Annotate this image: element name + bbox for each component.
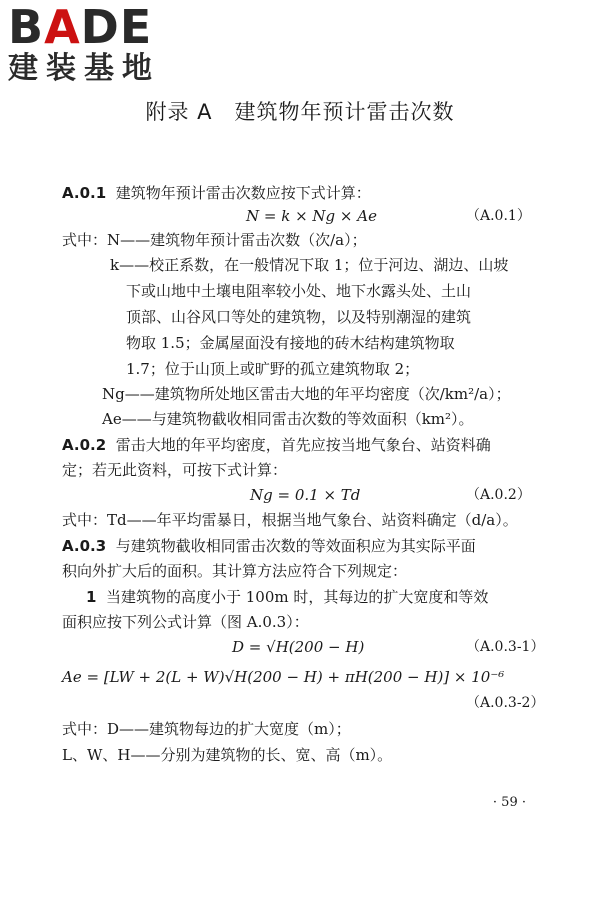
clause-a02-cont: 定；若无此资料，可按下式计算： (62, 461, 288, 479)
ng-definition: Ng——建筑物所处地区雷击大地的年平均密度（次/km²/a）； (102, 385, 511, 403)
formula-a03-2: Ae = [LW + 2(L + W)√H(200 − H) + πH(200 − H)] × 10⁻⁶ (62, 668, 505, 686)
clause-a01: A.0.1 建筑物年预计雷击次数应按下式计算： (62, 184, 371, 202)
formula-a01: N = k × Ng × Ae (246, 207, 377, 225)
logo (8, 0, 160, 86)
where-n: 式中：N——建筑物年预计雷击次数（次/a）； (62, 231, 367, 249)
page-number: · 59 · (492, 795, 526, 810)
where-d: 式中：D——建筑物每边的扩大宽度（m）； (62, 720, 351, 738)
logo-subtitle: 建装基地 (8, 51, 160, 86)
item-1: 1 当建筑物的高度小于 100m 时，其每边的扩大宽度和等效 (86, 588, 489, 606)
where-td: 式中：Td——年平均雷暴日，根据当地气象台、站资料确定（d/a）。 (62, 511, 518, 529)
ae-definition: Ae——与建筑物截收相同雷击次数的等效面积（km²）。 (102, 410, 474, 428)
k-line: 下或山地中土壤电阻率较小处、地下水露头处、土山 (126, 282, 472, 300)
formula-tag-a03-2: （A.0.3-2） (466, 695, 545, 711)
k-line: 顶部、山谷风口等处的建筑物，以及特别潮湿的建筑 (126, 308, 472, 326)
formula-a03-1: D = √H(200 − H) (232, 638, 365, 656)
formula-tag-a03-1: （A.0.3-1） (466, 639, 545, 655)
item-1-cont: 面积应按下列公式计算（图 A.0.3）： (62, 613, 309, 631)
logo-wordmark: BADE (8, 0, 153, 54)
where-lwh: L、W、H——分别为建筑物的长、宽、高（m）。 (62, 746, 393, 764)
k-line: k——校正系数，在一般情况下取 1；位于河边、湖边、山坡 (110, 256, 509, 274)
formula-tag-a01: （A.0.1） (466, 208, 531, 224)
clause-a03: A.0.3 与建筑物截收相同雷击次数的等效面积应为其实际平面 (62, 537, 476, 555)
clause-a03-cont: 积向外扩大后的面积。其计算方法应符合下列规定： (62, 562, 408, 580)
k-line: 1.7；位于山顶上或旷野的孤立建筑物取 2； (126, 360, 420, 378)
formula-tag-a02: （A.0.2） (466, 487, 531, 503)
clause-a02: A.0.2 雷击大地的年平均密度，首先应按当地气象台、站资料确 (62, 436, 491, 454)
page-title: 附录 A 建筑物年预计雷击次数 (145, 100, 455, 124)
k-line: 物取 1.5；金属屋面没有接地的砖木结构建筑物取 (126, 334, 455, 352)
formula-a02: Ng = 0.1 × Td (250, 486, 361, 504)
